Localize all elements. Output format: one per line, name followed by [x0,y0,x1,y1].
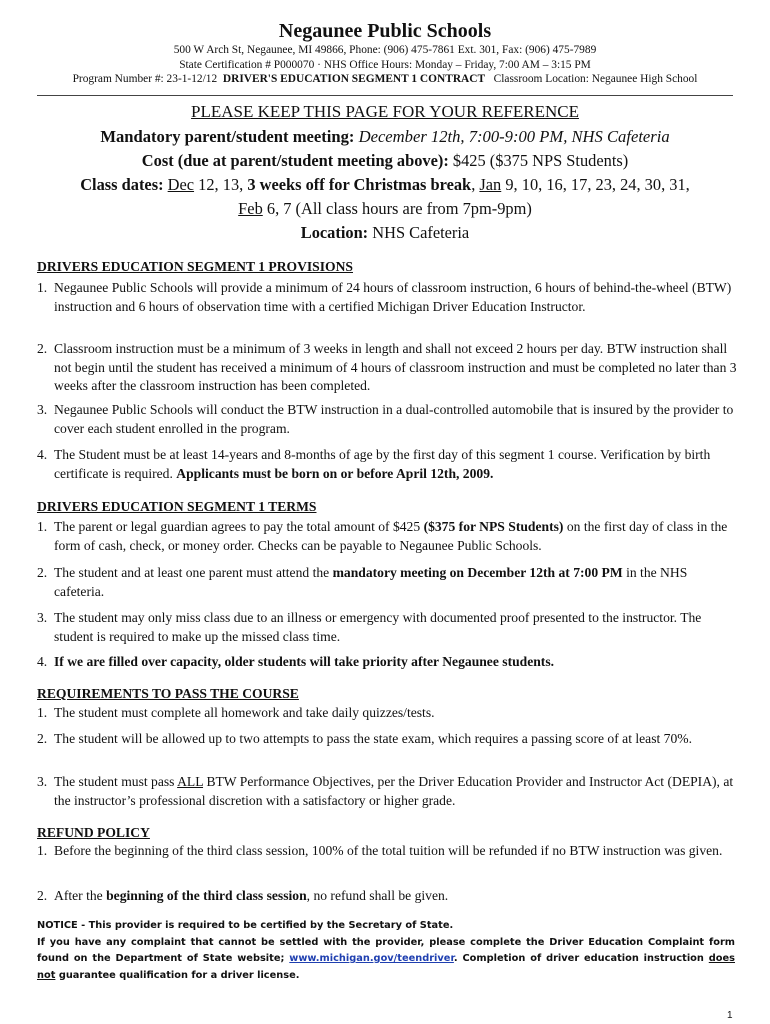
month-dec: Dec [167,175,195,194]
keep-page-notice [0,102,770,122]
item-text [54,773,737,810]
address-line: 500 W Arch St, Negaunee, MI 49866, Phone: (906) 475-7861 Ext. 301, Fax: (906) 475-7989 [173,44,597,56]
terms-item [37,564,737,601]
terms-item [37,653,737,672]
keep-page-text: PLEASE KEEP THIS PAGE FOR YOUR REFERENCE [191,102,579,121]
requirement-item [37,773,737,810]
item-number: 2. [37,888,48,903]
btw-text: The student must pass [54,774,175,789]
no-refund-text: , no refund shall be given. [306,888,449,903]
item-number: 3. [37,402,48,417]
item-number: 1. [37,280,48,295]
third-session: beginning of the third class session [106,888,307,903]
location-label: Location: [300,223,369,242]
dec-days: 12, 13, [198,175,244,194]
item-number: 2. [37,341,48,356]
refund-item [37,842,737,861]
item-text [54,446,737,483]
school-name: Negaunee Public Schools [278,20,492,42]
item-number: 4. [37,447,48,462]
terms-item [37,609,737,646]
location-value: NHS Cafeteria [372,223,470,242]
item-text: Negaunee Public Schools will conduct the BTW instruction in a dual-controlled automobile that is insured by the provider to cover each student enrolled in the program. [54,402,734,436]
month-feb: Feb [238,199,263,218]
cost-label: Cost (due at parent/student meeting above): [141,151,449,170]
class-dates-line-2 [0,199,770,219]
item-text: The student must complete all homework and take daily quizzes/tests. [54,705,435,720]
notice-certification: NOTICE - This provider is required to be certified by the Secretary of State. [37,920,454,931]
meeting-requirement: mandatory meeting on December 12th at 7:00 PM [332,565,623,580]
program-line [0,73,770,85]
depia-text: BTW Performance Objectives, per the Driver Education Provider and Instructor Act (DEPIA), at the instructor’s professional discretion with a satisfactory or higher grade. [54,774,734,808]
location-line [0,223,770,243]
item-text: The student may only miss class due to an illness or emergency with documented proof presented to the instructor. The student is required to make up the missed class time. [54,610,702,644]
requirement-item [37,730,737,749]
item-number: 3. [37,774,48,789]
item-text: Negaunee Public Schools will provide a minimum of 24 hours of classroom instruction, 6 hours of behind-the-wheel (BTW) instruction and 6 hours of observation time with a certified Michigan Driver Education Instructor. [54,280,732,314]
meeting-line [0,127,770,147]
notice-complaint [37,935,735,985]
contract-title: DRIVER'S EDUCATION SEGMENT 1 CONTRACT [222,73,486,85]
all-emphasis: ALL [177,774,204,789]
feb-days: 6, 7 (All class hours are from 7pm-9pm) [266,199,532,218]
month-jan: Jan [479,175,502,194]
does-not-emphasis: does not [37,953,735,981]
item-number: 1. [37,705,48,720]
terms-item [37,518,737,555]
provision-item [37,340,737,396]
item-text [54,518,737,555]
cost-line [0,151,770,171]
age-requirement: The Student must be at least 14-years and 8-months of age by the first day of this segment 1 course. Verification by birth certificate is required. [54,447,711,481]
qualification-text: guarantee qualification for a driver license. [58,969,300,981]
cost-value: $425 ($375 NPS Students) [452,151,629,170]
item-number: 3. [37,610,48,625]
teendriver-link[interactable]: www.michigan.gov/teendriver [289,953,454,964]
class-dates-line: Class dates: Dec 12, 13, 3 weeks off for Christmas break, Jan 9, 10, 16, 17, 23, 24, 30, 31, [80,175,690,194]
item-text: Before the beginning of the third class session, 100% of the total tuition will be refunded if no BTW instruction was given. [54,843,723,858]
item-number: 1. [37,843,48,858]
christmas-break: 3 weeks off for Christmas break [247,175,472,194]
payment-method-text: on the first day of class in the form of cash, check, or money order. Checks can be payable to Negaunee Public Schools. [54,519,728,553]
nps-price: ($375 for NPS Students) [423,519,564,534]
class-dates-label: Class dates: [80,175,164,194]
item-number: 2. [37,565,48,580]
provisions-heading: DRIVERS EDUCATION SEGMENT 1 PROVISIONS [37,259,353,274]
attendance-text: The student and at least one parent must attend the [54,565,330,580]
jan-days: 9, 10, 16, 17, 23, 24, 30, 31, [505,175,690,194]
classroom-location: Classroom Location: Negaunee High School [493,73,698,85]
completion-text: . Completion of driver education instruction [453,953,704,964]
provision-item [37,279,737,316]
requirement-item [37,704,737,723]
provision-item [37,446,737,483]
item-number: 2. [37,731,48,746]
refund-heading: REFUND POLICY [37,825,150,840]
complaint-text: If you have any complaint that cannot be settled with the provider, please complete the Driver Education Complaint form found on the Department of State website; [37,936,735,964]
certification-line: State Certification # P000070 · NHS Office Hours: Monday – Friday, 7:00 AM – 3:15 PM [179,59,591,71]
provision-item [37,401,737,438]
item-text [54,564,737,601]
notice-block [37,918,735,984]
meeting-place: in the NHS cafeteria. [54,565,688,599]
item-text: Classroom instruction must be a minimum of 3 weeks in length and shall not exceed 2 hours per day. BTW instruction shall not begin until the student has received a minimum of 4 hours of classroom instruction and must be completed no later than 3 weeks after the classroom instruction has been completed. [54,341,737,393]
item-number: 1. [37,519,48,534]
page-number: 1 [727,1010,733,1021]
item-text [54,653,737,672]
requirements-heading: REQUIREMENTS TO PASS THE COURSE [37,686,299,701]
header-divider [37,95,733,96]
refund-item [37,887,737,906]
item-number: 4. [37,654,48,669]
terms-heading: DRIVERS EDUCATION SEGMENT 1 TERMS [37,499,317,514]
meeting-value: December 12th, 7:00-9:00 PM, NHS Cafeteria [358,127,670,146]
item-text [54,887,737,906]
payment-text: The parent or legal guardian agrees to pay the total amount of $425 [54,519,421,534]
capacity-priority: If we are filled over capacity, older students will take priority after Negaunee students. [54,654,555,669]
item-text: The student will be allowed up to two attempts to pass the state exam, which requires a passing score of at least 70%. [54,731,692,746]
refund-text: After the [54,888,103,903]
birthdate-requirement: Applicants must be born on or before April 12th, 2009. [176,465,494,481]
program-number: Program Number #: 23-1-12/12 [72,73,218,85]
meeting-label: Mandatory parent/student meeting: [100,127,355,146]
